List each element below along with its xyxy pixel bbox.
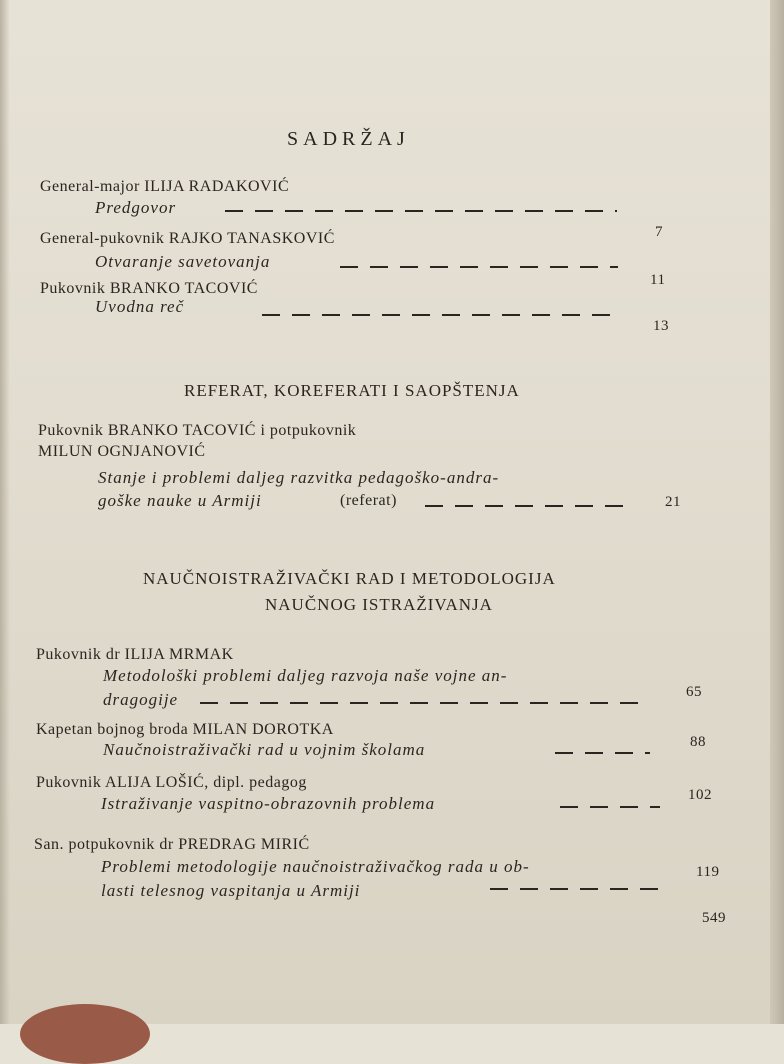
- leader-dash: [555, 752, 650, 754]
- toc-author: MILUN OGNJANOVIĆ: [38, 443, 206, 460]
- toc-author: Pukovnik BRANKO TACOVIĆ: [40, 280, 258, 297]
- toc-author: General-major ILIJA RADAKOVIĆ: [40, 178, 290, 195]
- toc-entry-title: Otvaranje savetovanja: [95, 252, 271, 271]
- leader-dash: [225, 210, 617, 212]
- toc-entry-title: Problemi metodologije naučnoistraživačkog rada u ob-: [101, 857, 530, 876]
- toc-page-number: 21: [665, 494, 681, 510]
- leader-dash: [425, 505, 635, 507]
- toc-author: Kapetan bojnog broda MILAN DOROTKA: [36, 721, 334, 738]
- leader-dash: [340, 266, 618, 268]
- toc-entry-title: lasti telesnog vaspitanja u Armiji: [101, 881, 361, 900]
- toc-entry-title: Uvodna reč: [95, 297, 185, 316]
- section-heading: REFERAT, KOREFERATI I SAOPŠTENJA: [184, 381, 520, 400]
- page-title: SADRŽAJ: [287, 128, 410, 150]
- toc-page-number: 13: [653, 318, 669, 334]
- toc-page-number: 102: [688, 787, 712, 803]
- toc-entry-title: goške nauke u Armiji: [98, 491, 262, 510]
- toc-entry-title: Naučnoistraživački rad u vojnim školama: [103, 740, 426, 759]
- leader-dash: [200, 702, 648, 704]
- toc-entry-note: (referat): [340, 492, 397, 509]
- toc-author: General-pukovnik RAJKO TANASKOVIĆ: [40, 230, 335, 247]
- page-gutter-shadow: [0, 0, 10, 1024]
- toc-entry-title: Istraživanje vaspitno-obrazovnih problema: [101, 794, 436, 813]
- toc-page-number: 88: [690, 734, 706, 750]
- toc-page-number: 119: [696, 864, 720, 880]
- leader-dash: [560, 806, 660, 808]
- toc-entry-title: dragogije: [103, 690, 179, 709]
- toc-entry-title: Stanje i problemi daljeg razvitka pedagoško-andra-: [98, 468, 500, 487]
- toc-page-number: 7: [655, 224, 663, 240]
- page-edge: [770, 0, 784, 1024]
- section-heading: NAUČNOISTRAŽIVAČKI RAD I METODOLOGIJA: [143, 569, 556, 588]
- leader-dash: [490, 888, 670, 890]
- thumb: [20, 1004, 150, 1064]
- toc-page-number: 11: [650, 272, 666, 288]
- toc-page-number: 65: [686, 684, 702, 700]
- page-number: 549: [702, 910, 726, 926]
- toc-author: Pukovnik dr ILIJA MRMAK: [36, 646, 234, 663]
- toc-author: Pukovnik BRANKO TACOVIĆ i potpukovnik: [38, 422, 357, 439]
- toc-entry-title: Metodološki problemi daljeg razvoja naše vojne an-: [103, 666, 508, 685]
- toc-author: San. potpukovnik dr PREDRAG MIRIĆ: [34, 836, 310, 853]
- section-heading: NAUČNOG ISTRAŽIVANJA: [265, 595, 493, 614]
- toc-author: Pukovnik ALIJA LOŠIĆ, dipl. pedagog: [36, 774, 307, 791]
- leader-dash: [262, 314, 620, 316]
- toc-entry-title: Predgovor: [95, 198, 177, 217]
